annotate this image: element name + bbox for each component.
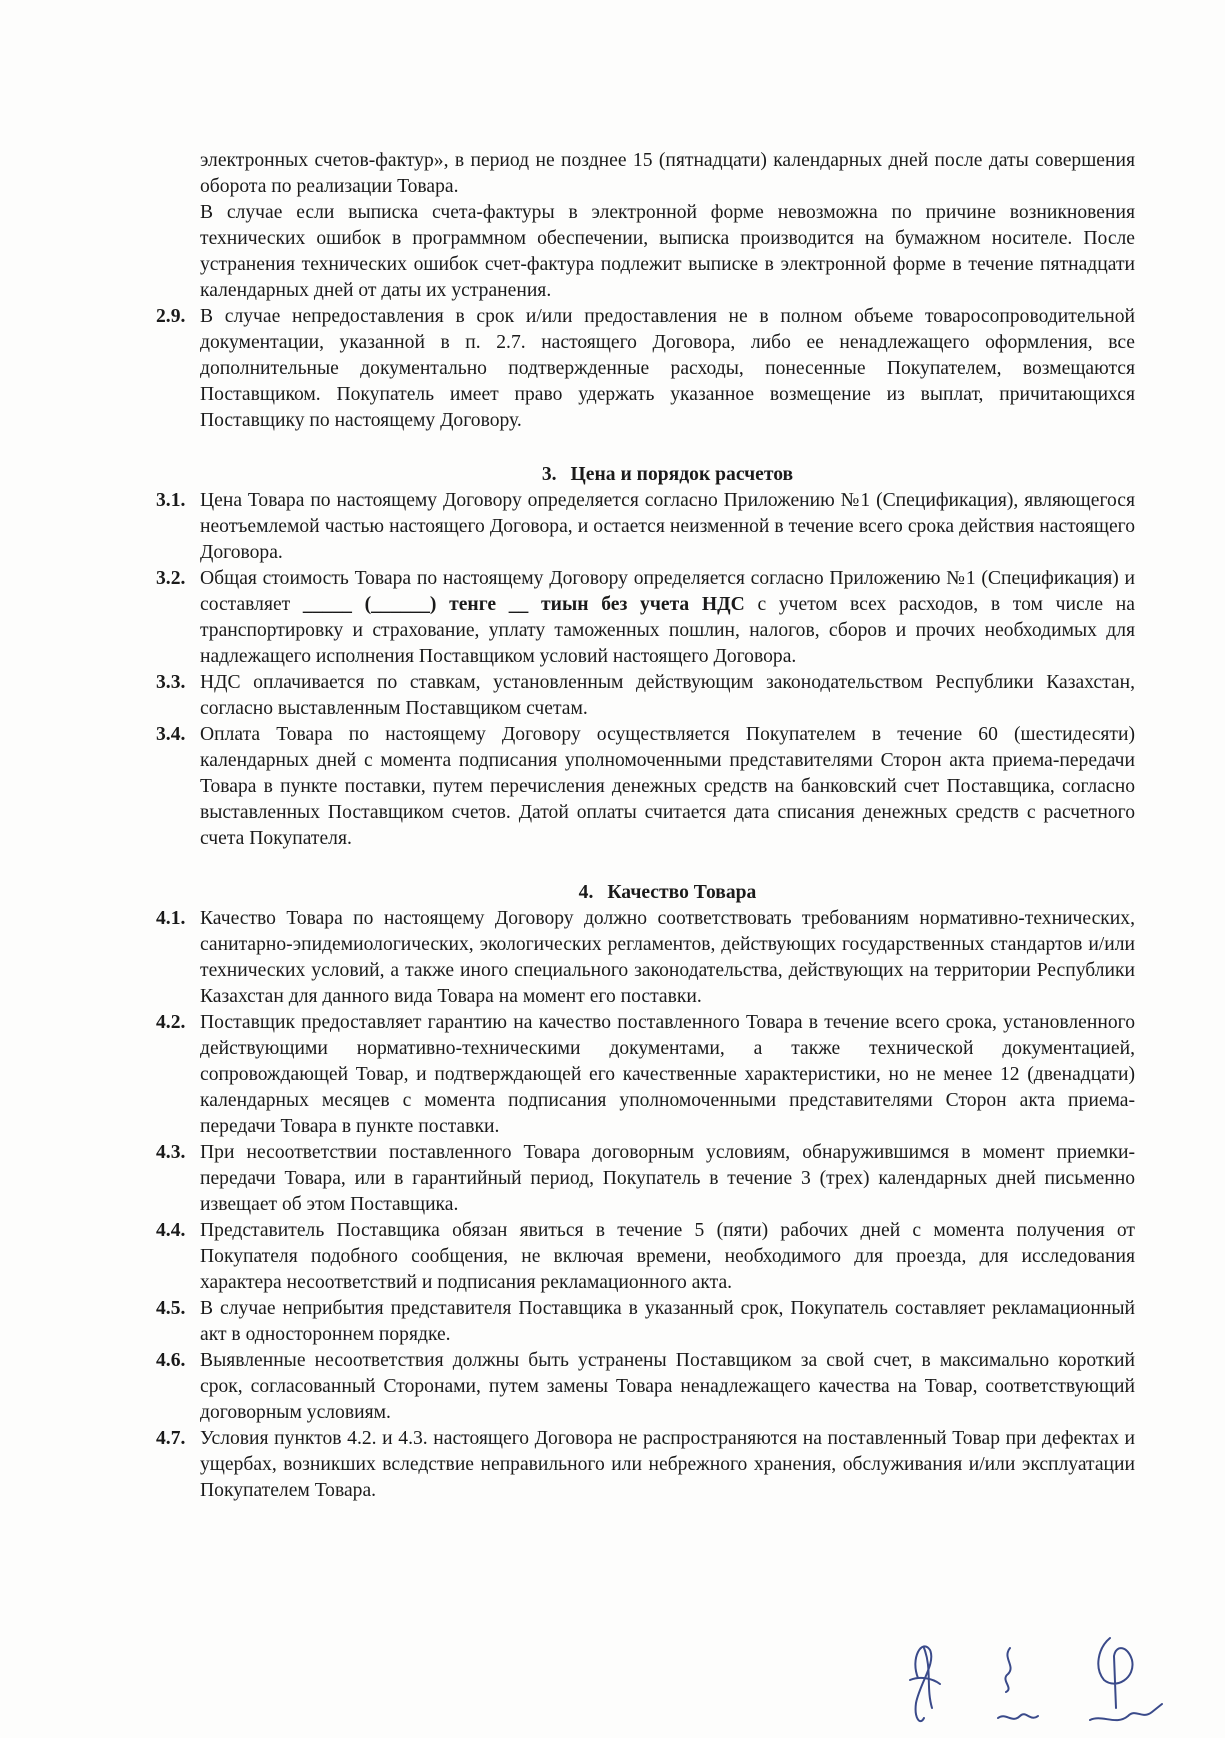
clause-number: 2.9. <box>156 306 186 327</box>
signature-stroke-7 <box>1090 1704 1162 1720</box>
clause-3-4 <box>156 722 1135 852</box>
section-number: 3. <box>541 464 557 485</box>
initials-signatures <box>880 1608 1200 1733</box>
clause-text: В случае неприбытия представителя Поставщика в указанный срок, Покупатель составляет рекламационный акт в одностороннем порядке. <box>200 1298 1135 1345</box>
signature-stroke-5 <box>998 1714 1038 1719</box>
section-number: 4. <box>578 882 594 903</box>
clause-4-3 <box>156 1140 1135 1218</box>
handwritten-signatures-image <box>880 1608 1200 1733</box>
clause-text: Цена Товара по настоящему Договору определяется согласно Приложению №1 (Спецификация), являющегося неотъемлемой частью настоящего Договора, и остается неизменной в течение всего срока действия настоящего Договора. <box>200 490 1135 563</box>
clause-number: 4.2. <box>156 1012 186 1033</box>
clause-number: 4.3. <box>156 1142 186 1163</box>
clause-4-4 <box>156 1218 1135 1296</box>
clause-3-1 <box>156 488 1135 566</box>
clause-number: 3.4. <box>156 724 186 745</box>
signature-stroke-6 <box>1098 1638 1132 1708</box>
clause-3-2 <box>156 566 1135 670</box>
section-title: Цена и порядок расчетов <box>570 464 794 485</box>
section-4-heading <box>200 880 1135 906</box>
clause-3-3 <box>156 670 1135 722</box>
clause-4-2 <box>156 1010 1135 1140</box>
clause-4-6 <box>156 1348 1135 1426</box>
intro-paragraph-2: В случае если выписка счета-фактуры в электронной форме невозможна по причине возникновения технических ошибок в программном обеспечении, выписка производится на бумажном носителе. После устранения технических ошибок счет-фактура подлежит выписке в электронной форме в течение пятнадцати календарных дней от даты их устранения. <box>200 202 1135 301</box>
clause-text-part-a: Общая стоимость Товара по настоящему Договору определяется согласно Приложению №1 (Спецификация) и составляет <box>200 568 1135 615</box>
intro-paragraph-1: электронных счетов-фактур», в период не позднее 15 (пятнадцати) календарных дней после даты совершения оборота по реализации Товара. <box>200 150 1135 197</box>
clause-text: Выявленные несоответствия должны быть устранены Поставщиком за свой счет, в максимально короткий срок, согласованный Сторонами, путем замены Товара ненадлежащего качества на Товар, соответствующий договорным условиям. <box>200 1350 1135 1423</box>
clause-text: В случае непредоставления в срок и/или предоставления не в полном объеме товаросопроводительной документации, указанной в п. 2.7. настоящего Договора, либо ее ненадлежащего оформления, все дополнительные документально подтвержденные расходы, понесенные Покупателем, возмещаются Поставщиком. Покупатель имеет право удержать указанное возмещение из выплат, причитающихся Поставщику по настоящему Договору. <box>200 306 1135 431</box>
clause-number: 3.2. <box>156 568 186 589</box>
price-blank-bold: _____ (______) тенге __ тиын без учета НДС <box>302 594 745 615</box>
clause-number: 3.3. <box>156 672 186 693</box>
section-3-heading <box>200 462 1135 488</box>
clause-number: 4.5. <box>156 1298 186 1319</box>
clause-number: 4.6. <box>156 1350 186 1371</box>
clause-text: Представитель Поставщика обязан явиться в течение 5 (пяти) рабочих дней с момента получения от Покупателя подобного сообщения, не включая времени, необходимого для проезда, для исследования характера несоответствий и подписания рекламационного акта. <box>200 1220 1135 1293</box>
clause-text-part-b: с учетом всех расходов, в том числе на транспортировку и страхование, уплату таможенных пошлин, налогов, сборов и прочих необходимых для надлежащего исполнения Поставщиком условий настоящего Договора. <box>200 594 1135 667</box>
document-body <box>156 148 1135 1504</box>
clause-number: 4.1. <box>156 908 186 929</box>
signature-stroke-3 <box>910 1678 940 1684</box>
clause-number: 4.7. <box>156 1428 186 1449</box>
clause-text: Поставщик предоставляет гарантию на качество поставленного Товара в течение всего срока, установленного действующими нормативно-техническими документами, а также технической документацией, сопровождающей Товар, и подтверждающей его качественные характеристики, но не менее 12 (двенадцати) календарных месяцев с момента подписания уполномоченными представителями Сторон акта приема-передачи Товара в пункте поставки. <box>200 1012 1135 1137</box>
clause-2-9 <box>156 304 1135 434</box>
clause-text: Оплата Товара по настоящему Договору осуществляется Покупателем в течение 60 (шестидесяти) календарных дней с момента подписания уполномоченными представителями Сторон акта приема-передачи Товара в пункте поставки, путем перечисления денежных средств на банковский счет Поставщика, согласно выставленных Поставщиком счетов. Датой оплаты считается дата списания денежных средств с расчетного счета Покупателя. <box>200 724 1135 849</box>
clause-4-5 <box>156 1296 1135 1348</box>
clause-text: Качество Товара по настоящему Договору должно соответствовать требованиям нормативно-технических, санитарно-эпидемиологических, экологических регламентов, действующих государственных стандартов и/или технических условий, а также иного специального законодательства, действующих на территории Республики Казахстан для данного вида Товара на момент его поставки. <box>200 908 1135 1007</box>
clause-number: 3.1. <box>156 490 186 511</box>
clause-4-1 <box>156 906 1135 1010</box>
clause-text: Условия пунктов 4.2. и 4.3. настоящего Договора не распространяются на поставленный Товар при дефектах и ущербах, возникших вследствие неправильного или небрежного хранения, обслуживания и/или эксплуатации Покупателем Товара. <box>200 1428 1135 1501</box>
clause-text: НДС оплачивается по ставкам, установленным действующим законодательством Республики Казахстан, согласно выставленным Поставщиком счетам. <box>200 672 1135 719</box>
clause-text: При несоответствии поставленного Товара договорным условиям, обнаружившимся в момент приемки-передачи Товара, или в гарантийный период, Покупатель в течение 3 (трех) календарных дней письменно извещает об этом Поставщика. <box>200 1142 1135 1215</box>
signature-stroke-4 <box>1005 1648 1010 1692</box>
clause-4-7 <box>156 1426 1135 1504</box>
section-title: Качество Товара <box>607 882 757 903</box>
clause-number: 4.4. <box>156 1220 186 1241</box>
